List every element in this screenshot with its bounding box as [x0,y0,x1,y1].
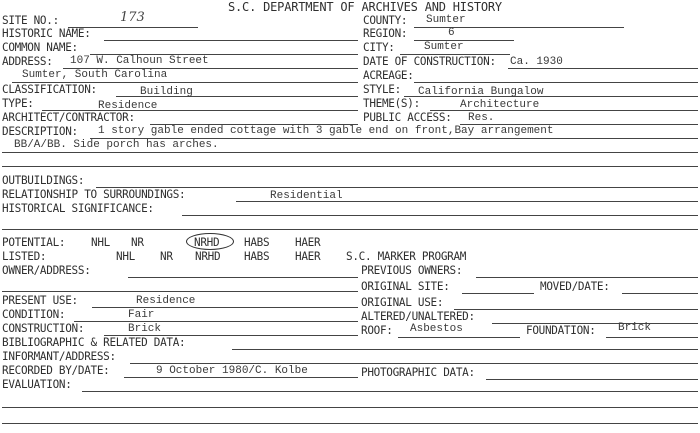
evaluation-label: EVALUATION: [2,377,72,392]
description-label: DESCRIPTION: [2,124,78,139]
historical-significance-line [182,215,698,216]
informant-line [130,363,698,364]
city-value: Sumter [424,41,464,53]
previous-owners-label: PREVIOUS OWNERS: [361,263,463,278]
potential-nhl: NHL [91,235,110,250]
type-value: Residence [98,100,158,112]
original-site-label: ORIGINAL SITE: [361,279,450,294]
relationship-label: RELATIONSHIP TO SURROUNDINGS: [2,187,186,202]
date-value: Ca. 1930 [510,56,563,68]
bibliographic-line [232,349,698,350]
foundation-value: Brick [618,322,652,334]
informant-label: INFORMANT/ADDRESS: [2,349,116,364]
type-label: TYPE: [2,96,34,111]
roof-label: ROOF: [361,323,393,338]
architect-label: ARCHITECT/CONTRACTOR: [2,110,135,125]
theme-label: THEME(S): [363,96,420,111]
county-value: Sumter [426,14,466,26]
foundation-label: FOUNDATION: [526,323,596,338]
condition-label: CONDITION: [2,307,66,322]
altered-label: ALTERED/UNALTERED: [361,309,475,324]
address-label: ADDRESS: [2,54,53,69]
potential-label: POTENTIAL: [2,235,66,250]
photographic-line [486,379,698,380]
bibliographic-label: BIBLIOGRAPHIC & RELATED DATA: [2,335,186,350]
original-site-line [462,293,534,294]
photographic-label: PHOTOGRAPHIC DATA: [361,365,475,380]
common-name-label: COMMON NAME: [2,40,78,55]
listed-nr: NR [160,249,173,264]
listed-nhl: NHL [116,249,135,264]
style-value: California Bungalow [418,86,544,98]
listed-haer: HAER [295,249,321,264]
present-use-label: PRESENT USE: [2,293,78,308]
potential-nr: NR [131,235,144,250]
county-line [414,27,624,28]
recorded-label: RECORDED BY/DATE: [2,363,110,378]
description-line-2 [2,152,698,153]
historical-significance-label: HISTORICAL SIGNIFICANCE: [2,201,154,216]
present-use-value: Residence [136,295,196,307]
original-use-line [454,309,698,310]
region-label: REGION: [363,26,408,41]
classification-label: CLASSIFICATION: [2,82,97,97]
condition-line [74,321,358,322]
historic-name-line [104,40,358,41]
present-use-line [92,307,358,308]
listed-label: LISTED: [2,249,47,264]
address-value-1: 107 W. Calhoun Street [70,55,209,67]
previous-owners-line [476,277,698,278]
foundation-line [606,337,698,338]
original-use-label: ORIGINAL USE: [361,295,444,310]
acreage-line [414,82,698,83]
outbuildings-label: OUTBUILDINGS: [2,173,85,188]
acreage-label: ACREAGE: [363,68,414,83]
classification-value: Building [140,86,193,98]
moved-date-line [622,293,698,294]
owner-label: OWNER/ADDRESS: [2,263,91,278]
evaluation-line-1 [82,391,698,392]
public-access-label: PUBLIC ACCESS: [363,110,452,125]
city-label: CITY: [363,40,395,55]
date-label: DATE OF CONSTRUCTION: [363,54,496,69]
description-value-2: BB/A/BB. Side porch has arches. [14,139,219,151]
owner-line-2 [2,291,358,292]
potential-habs: HABS [244,235,270,250]
style-label: STYLE: [363,82,401,97]
county-label: COUNTY: [363,13,408,28]
recorded-value: 9 October 1980/C. Kolbe [156,365,308,377]
nrhd-circle [186,233,234,250]
evaluation-line-3 [2,423,698,424]
theme-value: Architecture [460,99,540,111]
moved-date-label: MOVED/DATE: [540,279,610,294]
description-line-3 [2,166,698,167]
address-value-2: Sumter, South Carolina [22,69,168,81]
site-no-label: SITE NO.: [2,13,59,28]
roof-value: Asbestos [410,323,463,335]
listed-habs: HABS [244,249,270,264]
outbuildings-line [96,187,698,188]
marker-program-label: S.C. MARKER PROGRAM [346,249,467,264]
evaluation-line-2 [2,407,698,408]
potential-haer: HAER [295,235,321,250]
roof-line [398,337,520,338]
owner-line [128,277,358,278]
construction-label: CONSTRUCTION: [2,321,85,336]
site-no-value: 173 [120,10,145,25]
public-access-value: Res. [468,112,495,124]
region-value: 6 [448,27,455,39]
form-title: S.C. DEPARTMENT OF ARCHIVES AND HISTORY [228,0,502,14]
historical-significance-line-2 [2,229,698,230]
historic-name-label: HISTORIC NAME: [2,26,91,41]
construction-value: Brick [128,323,162,335]
relationship-value: Residential [270,190,343,202]
listed-nrhd: NRHD [195,249,221,264]
potential-nrhd: NRHD [194,235,220,250]
description-value-1: 1 story gable ended cottage with 3 gable end on front,Bay arrangement [98,125,554,137]
condition-value: Fair [128,309,155,321]
